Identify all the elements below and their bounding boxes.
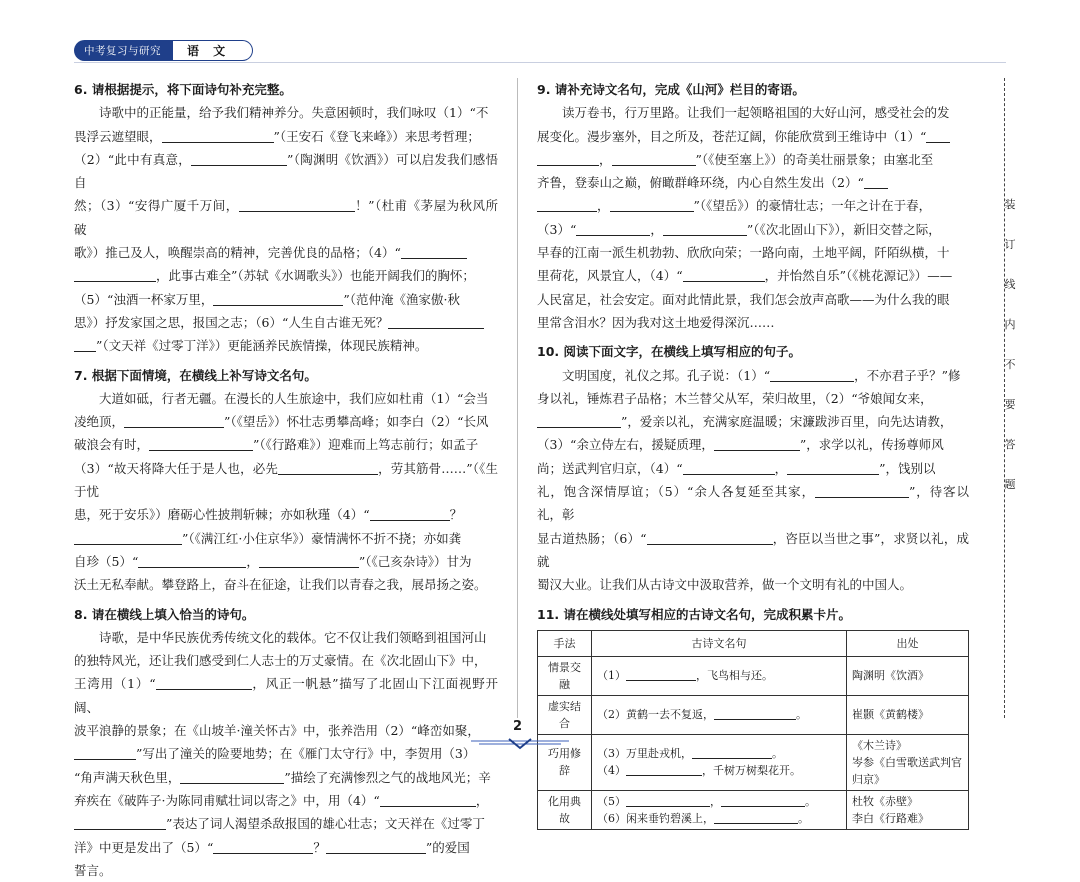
- answer-blank[interactable]: [74, 531, 182, 545]
- table-row: [538, 734, 969, 790]
- answer-blank[interactable]: [576, 222, 650, 236]
- table-header: 出处: [847, 630, 969, 656]
- technique-cell: 化用典故: [538, 790, 592, 829]
- answer-blank[interactable]: [787, 461, 879, 475]
- question-11-title: 11. 请在横线处填写相应的古诗文名句，完成积累卡片。: [537, 606, 852, 622]
- accumulation-card-table: [537, 630, 969, 830]
- left-column: [74, 78, 498, 882]
- answer-blank[interactable]: [610, 198, 694, 212]
- answer-blank[interactable]: [626, 762, 702, 776]
- answer-blank[interactable]: [612, 152, 696, 166]
- answer-blank[interactable]: [74, 746, 136, 760]
- question-8-body: 诗歌，是中华民族优秀传统文化的载体。它不仅让我们领略到祖国河山 的独特风光，还让我们感受到仁人志士的万丈豪情。在《次北固山下》中， 王湾用（1）“ ，风正一帆悬”描写了北固山下江面视野开阔、 波平浪静的景象；在《山坡羊·潼关怀古》中，张养浩用（2）“峰峦如聚， ”写出了潼关的险要地势；在《雁门太守行》中，李贺用（3） “角声满天秋色里， ”描绘了充满惨烈之气的战地风光；辛 弃疾在《破阵子·为陈同甫赋壮词以寄之》中，用（4）“ ， ”表达了词人渴望杀敌报国的雄心壮志；文天祥在《过零丁 洋》中更是发出了（5）“ ？ ”的爱国 誓言。: [74, 629, 498, 878]
- source-cell: 《木兰诗》 岑参《白雪歌送武判官 归京》: [847, 734, 969, 790]
- answer-blank[interactable]: [213, 840, 313, 854]
- answer-blank[interactable]: [213, 292, 343, 306]
- answer-blank[interactable]: [626, 793, 710, 807]
- answer-blank[interactable]: [180, 770, 284, 784]
- question-10: [537, 340, 969, 596]
- answer-blank[interactable]: [815, 484, 909, 498]
- answer-blank[interactable]: [864, 175, 888, 189]
- answer-blank[interactable]: [770, 368, 854, 382]
- answer-blank[interactable]: [138, 554, 246, 568]
- technique-cell: 巧用修辞: [538, 734, 592, 790]
- table-header-row: [538, 630, 969, 656]
- page-number: 2: [513, 719, 523, 734]
- answer-blank[interactable]: [537, 198, 597, 212]
- question-8: [74, 603, 498, 882]
- source-cell: 杜牧《赤壁》 李白《行路难》: [847, 790, 969, 829]
- page-header: [74, 39, 253, 61]
- question-11: [537, 603, 969, 830]
- question-6: [74, 78, 498, 358]
- question-9-title: 9. 请补充诗文名句，完成《山河》栏目的寄语。: [537, 82, 805, 97]
- table-row: [538, 656, 969, 695]
- column-divider: [517, 78, 518, 718]
- technique-cell: 情景交融: [538, 656, 592, 695]
- answer-blank[interactable]: [149, 437, 253, 451]
- table-header: 手法: [538, 630, 592, 656]
- answer-blank[interactable]: [537, 152, 599, 166]
- answer-blank[interactable]: [401, 245, 467, 259]
- question-7-title: 7. 根据下面情境，在横线上补写诗文名句。: [74, 367, 317, 383]
- answer-blank[interactable]: [388, 315, 484, 329]
- answer-blank[interactable]: [278, 461, 378, 475]
- subject-label: 语 文: [173, 40, 253, 61]
- verse-cell: （3）万里赴戎机， 。 （4） ，千树万树梨花开。: [592, 734, 847, 790]
- answer-blank[interactable]: [721, 793, 805, 807]
- answer-blank[interactable]: [683, 268, 765, 282]
- page-ornament-icon: [471, 736, 569, 750]
- question-6-body: 诗歌中的正能量，给予我们精神养分。失意困顿时，我们咏叹（1）“不 畏浮云遮望眼， ”（王安石《登飞来峰》）来思考哲理； （2）“此中有真意， ”（陶渊明《饮酒》）可以启发我们感悟自 然；（3）“安得广厦千万间， ！”（杜甫《茅屋为秋风所破 歌》）推己及人，唤醒崇高的精神，完善优良的品格；（4）“ ，此事古难全”（苏轼《水调歌头》）也能开阔我们的胸怀； （5）“浊酒一杯家万里， ”（范仲淹《渔家傲·秋 思》）抒发家国之思，报国之志；（6）“人生自古谁无死？ ”（文天祥《过零丁洋》）更能涵养民族情操，体现民族精神。: [74, 105, 498, 354]
- answer-blank[interactable]: [74, 816, 166, 830]
- answer-blank[interactable]: [714, 706, 796, 720]
- answer-blank[interactable]: [74, 268, 156, 282]
- answer-blank[interactable]: [714, 437, 800, 451]
- answer-blank[interactable]: [156, 676, 252, 690]
- header-rule: [74, 62, 1006, 63]
- right-column: [537, 78, 969, 830]
- question-10-body: 文明国度，礼仪之邦。孔子说：（1）“ ，不亦君子乎？”修 身以礼，锤炼君子品格；木兰替父从军，荣归故里，（2）“爷娘闻女来， ”，爱亲以礼，充满家庭温暖；宋濂跋涉百里，向先达请教， （3）“余立侍左右，援疑质理， ”，求学以礼，传扬尊师风 尚；送武判官归京，（4）“ ， ”，饯别以 礼，饱含深情厚谊；（5）“余人各复延至其家， ”，待客以礼，彰 显古道热肠；（6）“ ，咨臣以当世之事”，求贤以礼，成就 蜀汉大业。让我们从古诗文中汲取营养，做一个文明有礼的中国人。: [537, 367, 969, 593]
- question-7-body: 大道如砥，行者无疆。在漫长的人生旅途中，我们应如杜甫（1）“会当 凌绝顶， ”（《望岳》）怀壮志勇攀高峰；如李白（2）“长风 破浪会有时， ”（《行路难》）迎难而上笃志前行；如孟子 （3）“故天将降大任于是人也，必先 ，劳其筋骨……”（《生于忧 患，死于安乐》）磨砺心性披荆斩棘；亦如秋瑾（4）“ ？ ”（《满江红·小住京华》）豪情满怀不折不挠；亦如龚 自珍（5）“ ， ”（《己亥杂诗》）甘为 沃土无私奉献。攀登路上，奋斗在征途，让我们以青春之我，展昂扬之姿。: [74, 390, 498, 593]
- answer-blank[interactable]: [626, 667, 696, 681]
- question-8-title: 8. 请在横线上填入恰当的诗句。: [74, 606, 255, 622]
- answer-blank[interactable]: [74, 338, 96, 352]
- binding-notice: 装 订 线 内 不 要 答 题: [1004, 198, 1016, 491]
- question-7: [74, 364, 498, 597]
- answer-blank[interactable]: [162, 129, 274, 143]
- answer-blank[interactable]: [537, 414, 621, 428]
- answer-blank[interactable]: [926, 129, 950, 143]
- answer-blank[interactable]: [714, 810, 798, 824]
- question-9: [537, 78, 969, 334]
- answer-blank[interactable]: [259, 554, 359, 568]
- source-cell: 崔颢《黄鹤楼》: [847, 695, 969, 734]
- answer-blank[interactable]: [191, 152, 287, 166]
- table-header: 古诗文名句: [592, 630, 847, 656]
- technique-cell: 虚实结合: [538, 695, 592, 734]
- answer-blank[interactable]: [239, 198, 355, 212]
- answer-blank[interactable]: [124, 414, 224, 428]
- question-10-title: 10. 阅读下面文字，在横线上填写相应的句子。: [537, 344, 802, 360]
- table-row: [538, 695, 969, 734]
- answer-blank[interactable]: [326, 840, 426, 854]
- table-row: [538, 790, 969, 829]
- verse-cell: （5） ， 。 （6）闲来垂钓碧溪上， 。: [592, 790, 847, 829]
- series-badge: 中考复习与研究: [74, 40, 173, 61]
- answer-blank[interactable]: [683, 461, 775, 475]
- answer-blank[interactable]: [380, 793, 476, 807]
- question-9-body: 读万卷书，行万里路。让我们一起领略祖国的大好山河，感受社会的发 展变化。漫步塞外，目之所及，苍茫辽阔，你能欣赏到王维诗中（1）“ ， ”（《使至塞上》）的奇美壮丽景象；由塞北至 齐鲁，登泰山之巅，俯瞰群峰环绕，内心自然生发出（2）“ ， ”（《望岳》）的豪情壮志；一年之计在于春， （3）“ ， ”（《次北固山下》），新旧交替之际， 早春的江南一派生机勃勃、欣欣向荣；一路向南，土地平阔，阡陌纵横，十 里荷花，风景宜人，（4）“ ，并怡然自乐”（《桃花源记》）—— 人民富足，社会安定。面对此情此景，我们怎会放声高歌——为什么我的眼 里常含泪水？因为我对这土地爱得深沉……: [537, 105, 953, 330]
- question-6-title: 6. 请根据提示，将下面诗句补充完整。: [74, 82, 292, 97]
- answer-blank[interactable]: [370, 507, 450, 521]
- answer-blank[interactable]: [663, 222, 747, 236]
- answer-blank[interactable]: [647, 531, 773, 545]
- answer-blank[interactable]: [692, 745, 772, 759]
- source-cell: 陶渊明《饮酒》: [847, 656, 969, 695]
- verse-cell: （2）黄鹤一去不复返， 。: [592, 695, 847, 734]
- verse-cell: （1） ，飞鸟相与还。: [592, 656, 847, 695]
